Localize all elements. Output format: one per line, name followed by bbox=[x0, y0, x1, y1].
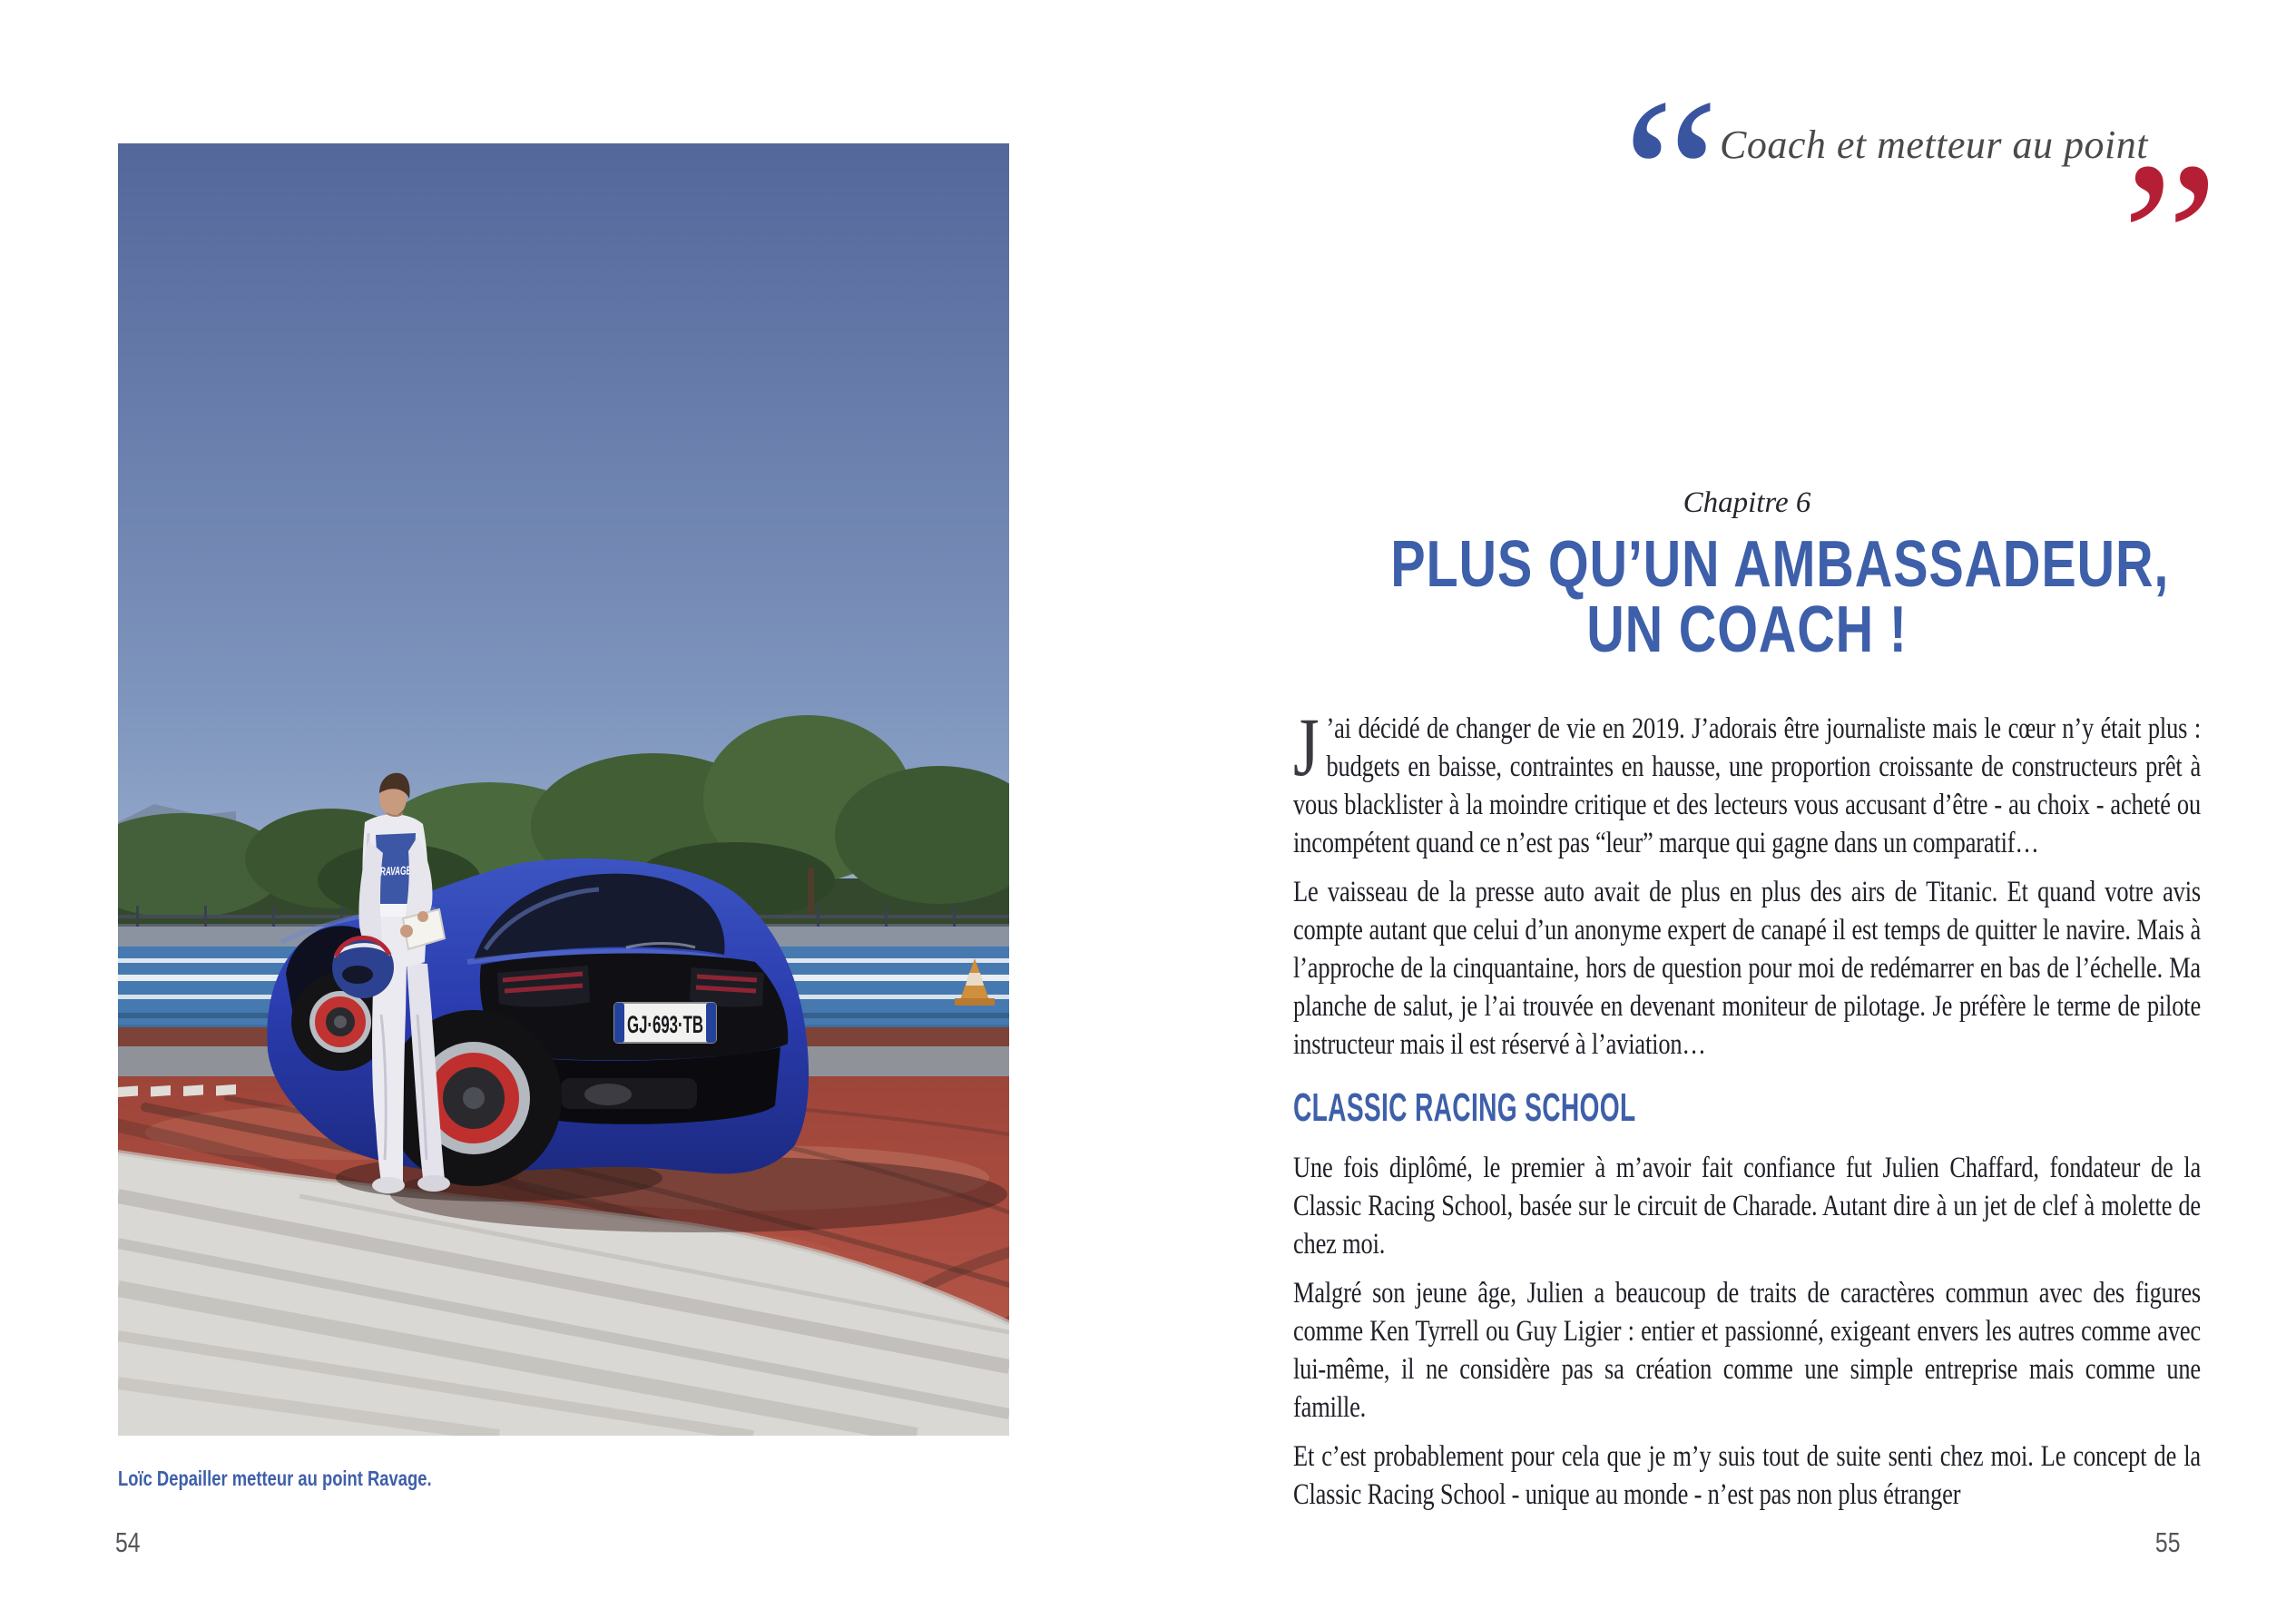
chapter-label: Chapitre 6 bbox=[1683, 486, 1811, 519]
chapter-title bbox=[1293, 528, 2201, 666]
open-quote-mark: “ bbox=[1623, 54, 1720, 295]
body-text-column bbox=[1293, 701, 2201, 1525]
drop-cap: J bbox=[1293, 701, 1320, 793]
helmet bbox=[332, 937, 394, 998]
pull-quote-text: Coach et metteur au point bbox=[1720, 123, 2148, 167]
suit-patch-text: RAVAGE bbox=[379, 862, 429, 878]
close-quote-mark: ” bbox=[2122, 117, 2219, 358]
paragraph-5: Et c’est probablement pour cela que je m’y suis tout de suite senti chez moi. Le concept de la Classic Racing School - unique au monde - n’est pas non plus étranger bbox=[1293, 1440, 2201, 1511]
chapter-title-line2: UN COACH ! bbox=[1586, 594, 1908, 666]
license-plate-text: GJ·693·TB bbox=[627, 1011, 703, 1038]
section-subheading: CLASSIC RACING SCHOOL bbox=[1293, 1085, 1636, 1130]
paragraph-3: Une fois diplômé, le premier à m’avoir fait confiance fut Julien Chaffard, fondateur de la Classic Racing School, basée sur le circuit de Charade. Autant dire à un jet de clef à molette de chez moi. bbox=[1293, 1152, 2201, 1261]
license-plate bbox=[614, 1003, 716, 1043]
paragraph-2: Le vaisseau de la presse auto avait de plus en plus des airs de Titanic. Et quand votre avis compte autant que celui d’un anonyme expert de canapé il est temps de quitter le navire. Mais à l’approche de la cinquantaine, hors de question pour moi de redémarrer en bas de l’échelle. Ma planche de salut, je l’ai trouvée en devenant moniteur de pilotage. Je préfère le terme de pilote instructeur mais il est réservé à l’aviation… bbox=[1293, 876, 2201, 1061]
photo-caption bbox=[118, 1467, 510, 1491]
paragraph-1: J ’ai décidé de changer de vie en 2019. J’adorais être journaliste mais le cœur n’y était plus : budgets en baisse, contraintes en hausse, une proportion croissante de constructeurs prêt à vous blacklister à la moindre critique et des lecteurs vous accusant d’être - au choix - acheté ou incompétent quand ce n’est pas “leur” marque qui gagne dans un comparatif… bbox=[1293, 701, 2201, 859]
track-photo-illustration bbox=[118, 143, 1009, 1436]
page-number-left: 54 bbox=[115, 1526, 141, 1558]
paragraph-4: Malgré son jeune âge, Julien a beaucoup de traits de caractères commun avec des figures comme Ken Tyrrell ou Guy Ligier : entier et passionné, exigeant envers les autres comme avec lui-même, il ne considère pas sa création comme une simple entreprise mais comme une famille. bbox=[1293, 1277, 2201, 1424]
photo-caption-text: Loïc Depailler metteur au point Ravage. bbox=[118, 1467, 432, 1490]
page-number-right: 55 bbox=[2154, 1526, 2180, 1558]
chapter-title-line1: PLUS QU’UN AMBASSADEUR, bbox=[1390, 528, 2170, 601]
track-photo bbox=[118, 143, 1009, 1436]
